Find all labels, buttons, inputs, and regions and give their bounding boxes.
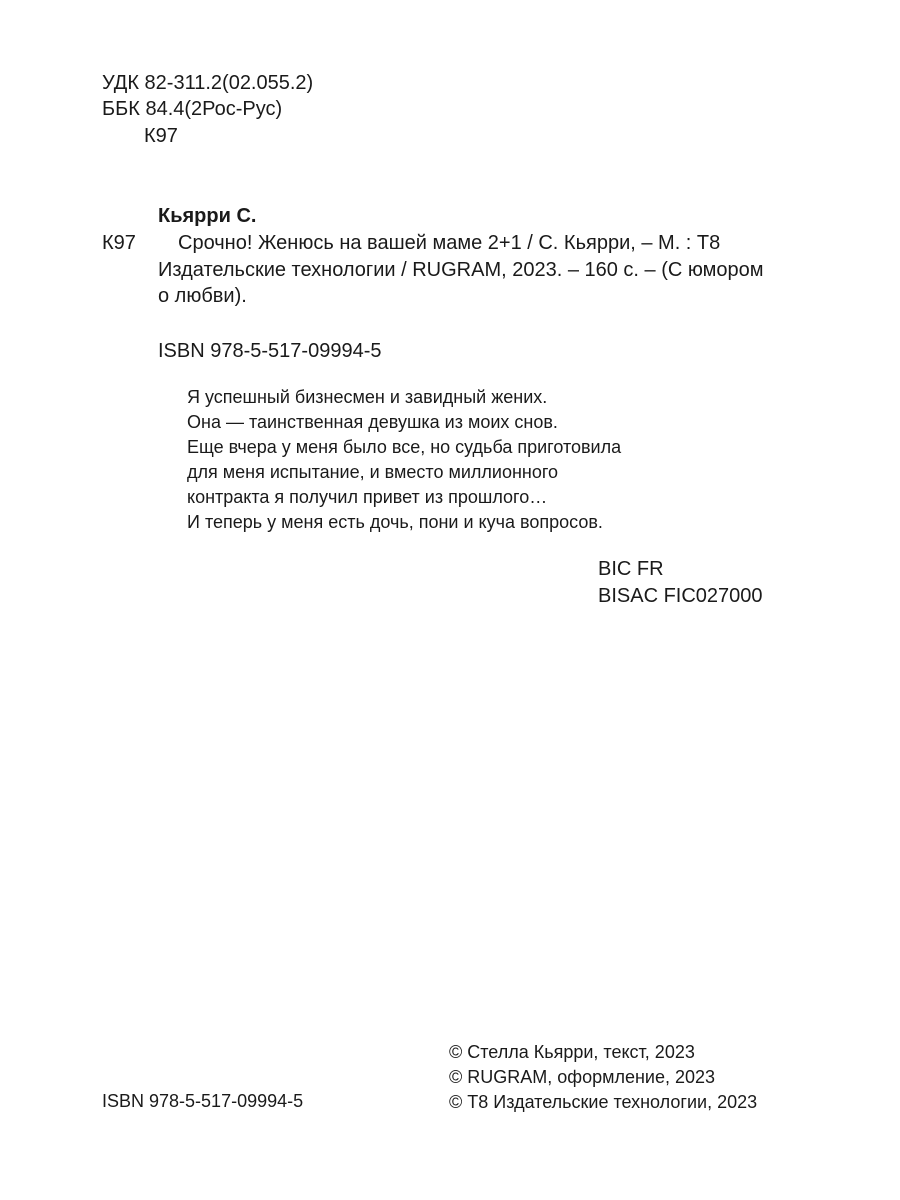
- record-author-sign: К97: [102, 232, 136, 254]
- annotation-line: Она — таинственная девушка из моих снов.: [187, 412, 558, 432]
- udk-code: УДК 82-311.2(02.055.2): [102, 72, 314, 94]
- copyright-block: [449, 1040, 757, 1115]
- footer-isbn: ISBN 978-5-517-09994-5: [102, 1091, 304, 1111]
- author-sign: К97: [144, 125, 178, 147]
- annotation-line: Еще вчера у меня было все, но судьба приготовила: [187, 437, 622, 457]
- bbk-code: ББК 84.4(2Рос-Рус): [102, 98, 283, 120]
- copyright-line: © RUGRAM, оформление, 2023: [449, 1067, 716, 1087]
- copyright-line: © Стелла Кьярри, текст, 2023: [449, 1042, 695, 1062]
- bisac-code: BISAC FIC027000: [598, 585, 763, 607]
- subject-codes: [598, 556, 763, 610]
- record-description: Срочно! Женюсь на вашей маме 2+1 / С. Кьярри, – М. : Т8 Издательские технологии / RUGRAM, 2023. – 160 с. – (С юмором о любви).: [158, 232, 764, 307]
- record-isbn: ISBN 978-5-517-09994-5: [158, 340, 382, 362]
- record-author: Кьярри С.: [158, 205, 257, 227]
- copyright-line: © Т8 Издательские технологии, 2023: [449, 1092, 758, 1112]
- annotation: [187, 385, 621, 535]
- annotation-line: для меня испытание, и вместо миллионного: [187, 462, 559, 482]
- annotation-line: Я успешный бизнесмен и завидный жених.: [187, 387, 548, 407]
- bic-code: BIC FR: [598, 558, 664, 580]
- annotation-line: И теперь у меня есть дочь, пони и куча вопросов.: [187, 512, 603, 532]
- annotation-line: контракта я получил привет из прошлого…: [187, 487, 548, 507]
